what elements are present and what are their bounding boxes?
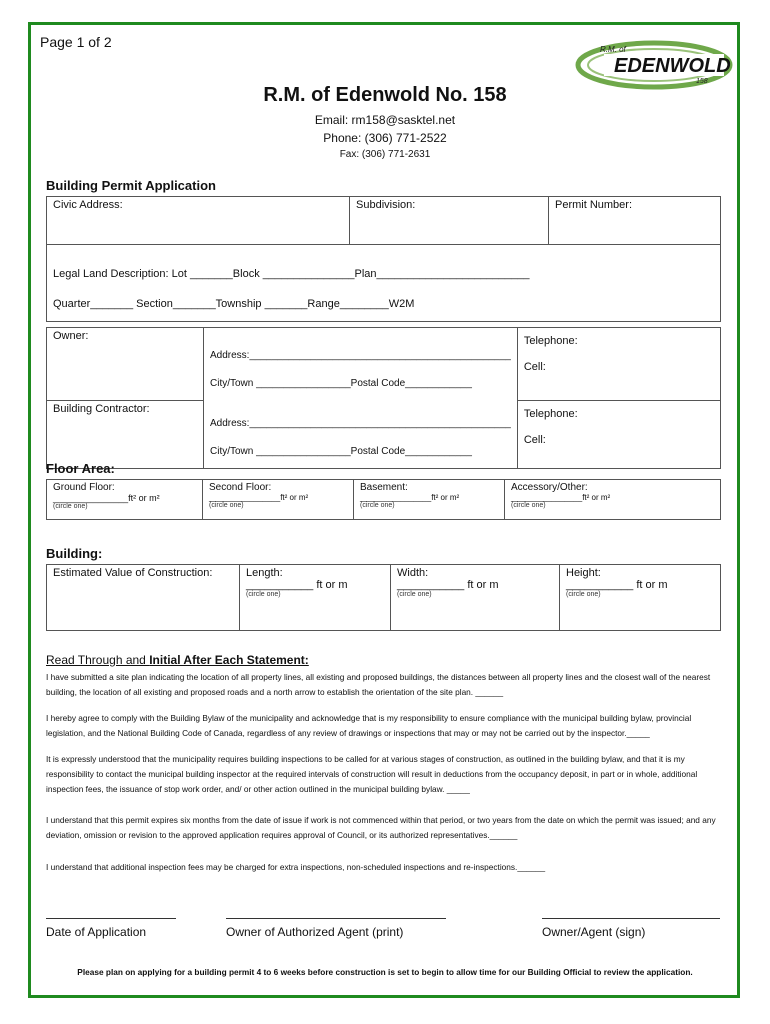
accessory-circle-note: (circle one) [511, 502, 546, 509]
contractor-label: Building Contractor: [47, 400, 204, 469]
owner-cell-field[interactable]: Cell: [523, 361, 546, 373]
building-table [46, 564, 721, 631]
contractor-telephone-field[interactable]: Telephone: [523, 407, 578, 420]
floor-area-heading: Floor Area: [46, 461, 115, 476]
second-floor-label: Second Floor: [209, 482, 272, 493]
permit-heading: Building Permit Application [46, 178, 216, 193]
civic-address-field[interactable]: Civic Address: [47, 197, 350, 245]
contractor-city-postal-field[interactable]: City/Town _________________Postal Code____________ [210, 446, 472, 457]
logo-main-text: EDENWOLD [614, 55, 731, 77]
contact-phone: Phone: (306) 771-2522 [323, 131, 447, 145]
height-label: Height: [566, 567, 601, 579]
basement-cell[interactable] [354, 480, 505, 520]
length-cell[interactable] [240, 565, 391, 631]
owner-telephone-field[interactable]: Telephone: [523, 335, 578, 347]
basement-units[interactable]: ________________ft² or m² [360, 493, 460, 502]
statement-permit-expiry: I understand that this permit expires six months from the date of issue if work is not commenced within that period, or two years from the date on which the permit was issued; and any deviation, omission or revision to the approved application requires approval of Council, or its authorized representatives.______ [46, 815, 716, 840]
owner-sign-label: Owner/Agent (sign) [542, 925, 646, 939]
ground-floor-units[interactable]: _______________ft² or m² [53, 493, 160, 503]
print-name-signature-line[interactable] [226, 918, 446, 919]
accessory-units[interactable]: ________________ft² or m² [511, 493, 611, 502]
accessory-cell[interactable] [505, 480, 721, 520]
accessory-label: Accessory/Other: [511, 482, 588, 493]
height-circle-note: (circle one) [566, 591, 601, 598]
footer-note: Please plan on applying for a building permit 4 to 6 weeks before construction is set to begin to allow time for our Building Official to review the application. [77, 967, 693, 977]
logo-top-text: R.M. of [600, 45, 626, 54]
second-floor-circle-note: (circle one) [209, 502, 244, 509]
width-circle-note: (circle one) [397, 591, 432, 598]
second-floor-cell[interactable] [203, 480, 354, 520]
basement-circle-note: (circle one) [360, 502, 395, 509]
second-floor-units[interactable]: ________________ft² or m² [209, 493, 309, 502]
building-heading: Building: [46, 546, 103, 561]
length-input[interactable]: ___________ ft or m [246, 579, 348, 591]
contact-email: Email: rm158@sasktel.net [314, 113, 456, 127]
statements-heading-prefix: Read Through and [46, 653, 150, 667]
sign-signature-line[interactable] [542, 918, 720, 919]
edenwold-logo [574, 38, 734, 90]
height-input[interactable]: ___________ ft or m [566, 579, 668, 591]
ground-floor-circle-note: (circle one) [53, 503, 88, 510]
permit-number-field[interactable]: Permit Number: [549, 197, 721, 245]
contact-fax: Fax: (306) 771-2631 [339, 149, 431, 160]
permit-table [46, 196, 721, 322]
page-title: R.M. of Edenwold No. 158 [263, 84, 507, 106]
width-input[interactable]: ___________ ft or m [397, 579, 499, 591]
statement-site-plan: I have submitted a site plan indicating the location of all property lines, all existing and proposed buildings, the distances between all property lines and the closest wall of the nearest building, the location of all existing and proposed roads and a north arrow to establish the orientation of the site plan. ______ [46, 672, 711, 697]
floor-area-table [46, 479, 721, 520]
estimated-value-field[interactable]: Estimated Value of Construction: [47, 565, 240, 631]
statement-inspections: It is expressly understood that the municipality requires building inspections to be called for at various stages of construction, as outlined in the building bylaw, and that it is my responsibility to contact the municipal building inspector at the required intervals of construction will result in deductions from the occupancy deposit, in part or in whole, additional inspection fees, the issuance of stop work order, and/ or other action outlined in the municipal building bylaw. _____ [46, 754, 698, 794]
owner-table [46, 327, 721, 469]
statement-building-bylaw: I hereby agree to comply with the Building Bylaw of the municipality and acknowledge that is my responsibility to ensure compliance with the municipal building bylaw, provincial legislation, and the National Building Code of Canada, regardless of any review of drawings or inspections that may or may not be carried out by the inspector._____ [46, 713, 692, 738]
page-number: Page 1 of 2 [40, 34, 112, 50]
date-of-application-label: Date of Application [46, 925, 147, 939]
contractor-cell-field[interactable]: Cell: [523, 433, 546, 446]
owner-print-label: Owner of Authorized Agent (print) [226, 925, 404, 939]
statement-inspection-fees: I understand that additional inspection fees may be charged for extra inspections, non-scheduled inspections and re-inspections.______ [46, 862, 546, 872]
subdivision-field[interactable]: Subdivision: [350, 197, 549, 245]
statements-heading [46, 653, 309, 667]
width-cell[interactable] [391, 565, 560, 631]
height-cell[interactable] [560, 565, 721, 631]
length-label: Length: [246, 567, 283, 579]
contractor-address-field[interactable]: Address:_______________________________________________ [210, 418, 511, 429]
statements-heading-emphasis: Initial After Each Statement: [149, 653, 309, 667]
ground-floor-label: Ground Floor: [53, 482, 115, 493]
legal-land-description[interactable]: Legal Land Description: Lot _______Block _______________Plan_________________________ [53, 268, 530, 280]
logo-number: 158 [696, 78, 708, 85]
date-signature-line[interactable] [46, 918, 176, 919]
width-label: Width: [397, 567, 429, 579]
ground-floor-cell[interactable] [47, 480, 203, 520]
basement-label: Basement: [360, 482, 408, 493]
owner-label: Owner: [47, 328, 204, 401]
owner-city-postal-field[interactable]: City/Town _________________Postal Code____________ [210, 378, 472, 389]
owner-address-field[interactable]: Address:_______________________________________________ [210, 350, 511, 361]
length-circle-note: (circle one) [246, 591, 281, 598]
quarter-section-line[interactable]: Quarter_______ Section_______Township _______Range________W2M [53, 298, 415, 310]
